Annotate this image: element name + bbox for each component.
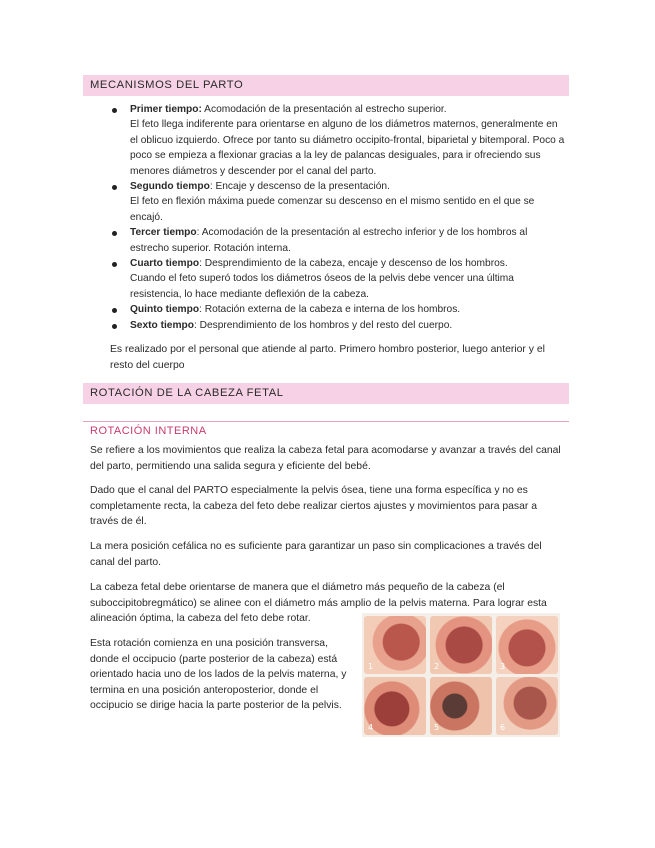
figure-panel-number: 3	[500, 662, 506, 671]
bullet-text: : Desprendimiento de la cabeza, encaje y descenso de los hombros.	[199, 258, 508, 270]
paragraph: La mera posición cefálica no es suficiente para garantizar un paso sin complicaciones a través del canal del parto.	[90, 541, 542, 568]
figure-panel	[430, 616, 492, 674]
fetal-rotation-illustration	[362, 613, 560, 737]
list-item	[112, 318, 568, 333]
list-item	[112, 102, 568, 179]
bullet-text: : Acomodación de la presentación al estrecho inferior y de los hombros al estrecho superior. Rotación interna.	[130, 227, 528, 254]
bullet-label: Primer tiempo:	[130, 104, 202, 115]
bullet-label: Segundo tiempo	[130, 181, 210, 193]
bullet-detail: Cuando el feto superó todos los diámetros óseos de la pelvis debe vencer una última resistencia, lo hace mediante deflexión de la cabeza.	[130, 273, 514, 300]
bullet-text: : Encaje y descenso de la presentación.	[209, 181, 390, 193]
mecanismos-list	[112, 102, 568, 333]
list-item	[112, 302, 568, 317]
bullet-label: Quinto tiempo	[130, 304, 200, 316]
bullet-text: : Rotación externa de la cabeza e interna de los hombros.	[199, 304, 461, 316]
figure-panel-number: 6	[500, 723, 506, 732]
section-heading-mecanismos: MECANISMOS DEL PARTO	[83, 75, 569, 96]
figure-panel	[364, 677, 426, 735]
paragraph: La cabeza fetal debe orientarse de manera que el diámetro más pequeño de la cabeza (el suboccipitobregmático) se alinee con el diámetro más amplio de la pelvis materna. Para lograr esta alineación óptima, la cabeza del feto debe rotar.	[90, 582, 547, 625]
figure-panel-number: 5	[434, 723, 440, 732]
bullet-label: Tercer tiempo	[130, 227, 197, 239]
figure-panel	[496, 677, 558, 735]
mecanismos-note: Es realizado por el personal que atiende al parto. Primero hombro posterior, luego anterior y el resto del cuerpo	[110, 344, 545, 371]
bullet-label: Cuarto tiempo	[130, 258, 200, 270]
figure-panel	[496, 616, 558, 674]
bullet-detail: El feto en flexión máxima puede comenzar su descenso en el mismo sentido en el que se encajó.	[130, 196, 535, 223]
figure-panel-number: 1	[368, 662, 374, 671]
bullet-text: : Desprendimiento de los hombros y del resto del cuerpo.	[193, 319, 453, 331]
figure-panel-number: 4	[368, 723, 374, 732]
bullet-icon	[112, 231, 117, 236]
list-item	[112, 256, 568, 302]
list-item	[112, 225, 568, 256]
bullet-icon	[112, 324, 117, 329]
figure-panel	[430, 677, 492, 735]
bullet-icon	[112, 308, 117, 313]
subheading-rotacion-interna: ROTACIÓN INTERNA	[90, 425, 207, 437]
bullet-text: Acomodación de la presentación al estrecho superior.	[201, 104, 447, 115]
paragraph: Dado que el canal del PARTO especialmente la pelvis ósea, tiene una forma específica y no es completamente recta, la cabeza del feto debe realizar ciertos ajustes y movimientos para pasar a través de él.	[90, 485, 538, 528]
bullet-icon	[112, 108, 117, 113]
bullet-label: Sexto tiempo	[130, 319, 194, 331]
bullet-icon	[112, 185, 117, 190]
subheading-underline	[83, 421, 569, 422]
bullet-detail: El feto llega indiferente para orientarse en alguno de los diámetros maternos, generalmente en el oblicuo izquierdo. Ofrece por tanto su diámetro occipito-frontal, biparietal y bitemporal. Poco a poco se empieza a flexionar gracias a la ley de palancas desiguales, para ir ofreciendo sus menores diámetros y descender por el canal del parto.	[130, 119, 565, 177]
paragraph: Se refiere a los movimientos que realiza la cabeza fetal para acomodarse y avanzar a través del canal del parto, permitiendo una salida segura y eficiente del bebé.	[90, 445, 561, 472]
figure-panel	[364, 616, 426, 674]
paragraph: Esta rotación comienza en una posición transversa, donde el occipucio (parte posterior de la cabeza) está orientado hacia uno de los lados de la pelvis materna, y termina en una posición anteroposterior, donde el occipucio se dirige hacia la parte posterior de la pelvis.	[90, 638, 347, 712]
list-item	[112, 179, 568, 225]
bullet-icon	[112, 262, 117, 267]
section-heading-rotacion: ROTACIÓN DE LA CABEZA FETAL	[83, 383, 569, 404]
figure-panel-number: 2	[434, 662, 440, 671]
